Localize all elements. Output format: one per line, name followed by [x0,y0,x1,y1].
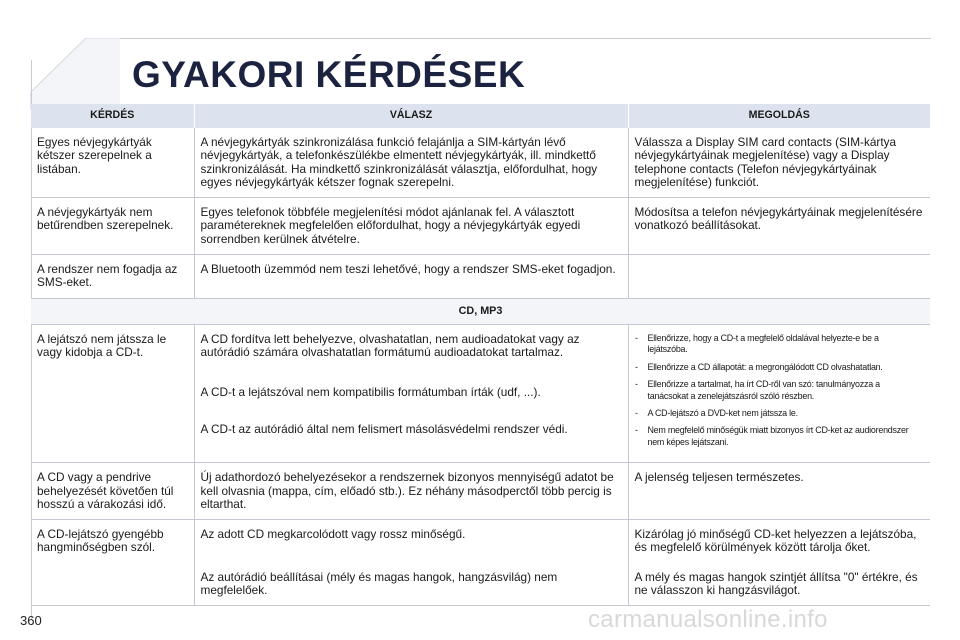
list-item: - Ellenőrizze a tartalmat, ha írt CD-ről van szó: tanulmányozza a tanácsokat a zenelejátszásról szóló részben. [635,379,913,402]
solution-cell: A mély és magas hangok szintjét állítsa "0" értékre, és ne válasszon ki hangzásvilágot. [628,563,930,606]
solution-cell: A jelenség teljesen természetes. [628,463,930,520]
table-row [31,463,930,520]
table-row [31,255,930,299]
answer-text: A CD-t az autórádió által nem felismert másolásvédelmi rendszer védi. [200,421,568,436]
faq-table [31,104,930,606]
answer-text: A CD-t a lejátszóval nem kompatibilis formátumban írták (udf, ...). [200,384,541,399]
solution-cell: Válassza a Display SIM card contacts (SIM-kártya névjegykártyáinak megjelenítése) vagy a Display telephone contacts (Telefon névjegykártyáinak megjelenítése) funkciót. [628,128,930,198]
section-label: CD, MP3 [31,298,930,324]
solution-list [635,333,913,448]
question-cell: A névjegykártyák nem betűrendben szerepelnek. [31,198,194,255]
solution-cell [628,255,930,299]
list-item: - Nem megfelelő minőségük miatt bizonyos írt CD-ket az audiorendszer nem képes lejátszani. [635,425,913,448]
page-title: GYAKORI KÉRDÉSEK [132,54,526,95]
section-row [31,298,930,324]
answer-cell: Új adathordozó behelyezésekor a rendszernek bizonyos mennyiségű adatot be kell olvasnia (mappa, cím, előadó stb.). Ez néhány másodperctől több percig is eltarthat. [194,463,628,520]
list-item: - A CD-lejátszó a DVD-ket nem játssza le. [635,408,913,419]
answer-cell: Egyes telefonok többféle megjelenítési módot ajánlanak fel. A választott paramétereknek megfelelően előfordulhat, hogy a névjegykártyák egyedi sorrendben kerülnek átvételre. [194,198,628,255]
answer-text: A CD fordítva lett behelyezve, olvashatatlan, nem audioadatokat vagy az autórádió számára olvashatatlan formátumú audioadatokat tartalmaz. [200,331,580,360]
answer-cell: Az autórádió beállításai (mély és magas hangok, hangzásvilág) nem megfelelőek. [194,563,628,606]
question-cell: A CD-lejátszó gyengébb hangminőségben szól. [31,520,194,606]
list-item: - Ellenőrizze a CD állapotát: a megrongálódott CD olvashatatlan. [635,362,913,373]
table-row [31,324,930,462]
header-answer: VÁLASZ [194,104,628,128]
question-cell: A rendszer nem fogadja az SMS-eket. [31,255,194,299]
answer-cell: Az adott CD megkarcolódott vagy rossz minőségű. [194,520,628,563]
table-row [31,198,930,255]
page-number: 360 [20,613,42,628]
answer-cell: A Bluetooth üzemmód nem teszi lehetővé, hogy a rendszer SMS-eket fogadjon. [194,255,628,299]
list-item: - Ellenőrizze, hogy a CD-t a megfelelő oldalával helyezte-e be a lejátszóba. [635,333,913,356]
header-question: KÉRDÉS [31,104,194,128]
question-cell: A lejátszó nem játssza le vagy kidobja a CD-t. [31,324,194,462]
solution-cell: Módosítsa a telefon névjegykártyáinak megjelenítésére vonatkozó beállításokat. [628,198,930,255]
table-header-row [31,104,930,128]
solution-cell [628,324,930,462]
table-row [31,128,930,198]
watermark: carmanualsonline.info [588,606,828,633]
answer-cell: A névjegykártyák szinkronizálása funkció felajánlja a SIM-kártyán lévő névjegykártyák, a telefonkészülékbe elmentett névjegykártyák, ill. mindkettő szinkronizálását. Ha mindkettő szinkronizálását választja, előfordulhat, hogy egyes névjegykártyák kétszer fognak szerepelni. [194,128,628,198]
question-cell: A CD vagy a pendrive behelyezését követően túl hosszú a várakozási idő. [31,463,194,520]
header-solution: MEGOLDÁS [628,104,930,128]
table-row [31,520,930,563]
question-cell: Egyes névjegykártyák kétszer szerepelnek a listában. [31,128,194,198]
answer-cell [194,324,628,462]
solution-cell: Kizárólag jó minőségű CD-ket helyezzen a lejátszóba, és megfelelő körülmények között tárolja őket. [634,527,917,555]
